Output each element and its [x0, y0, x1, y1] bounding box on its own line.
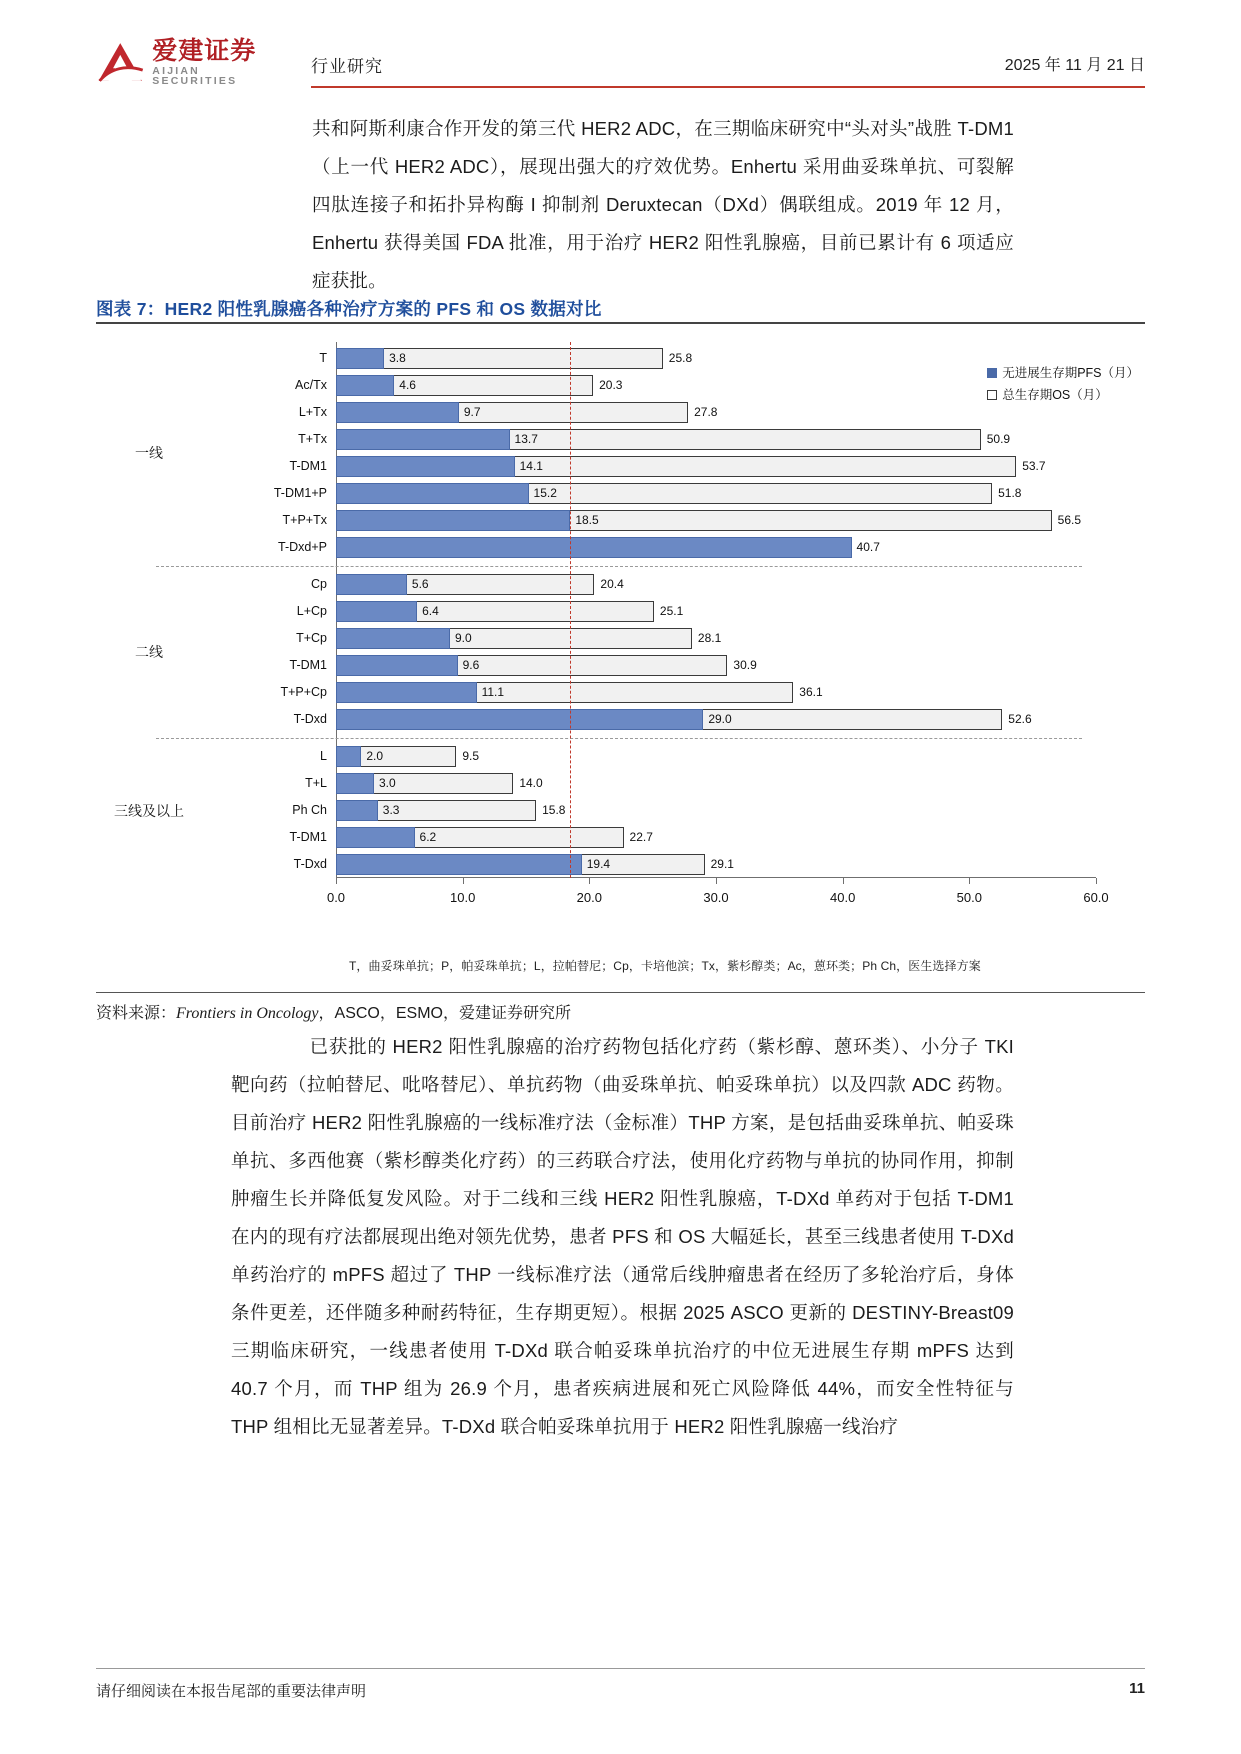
legend-label-os: 总生存期OS（月）: [1002, 388, 1108, 402]
bar-pfs-value: 9.7: [463, 405, 481, 419]
chart-x-tick-label: 20.0: [576, 890, 602, 905]
chart-group-label: 一线: [135, 445, 163, 461]
chart-row-label: T+P+Tx: [282, 513, 327, 527]
bar-os-value: 22.7: [629, 830, 653, 844]
chart-x-tick-label: 10.0: [450, 890, 476, 905]
chart-row: [296, 598, 1096, 625]
footer-page-number: 11: [1129, 1680, 1145, 1697]
chart-x-tick-label: 30.0: [703, 890, 729, 905]
chart-plot-area: [114, 342, 1109, 905]
bar-pfs-value: 9.0: [455, 631, 472, 645]
chart-row: [311, 571, 1096, 598]
chart-row-label: T+Cp: [296, 631, 327, 645]
page-header: [96, 30, 1145, 90]
source-rest: ，ASCO，ESMO，爱建证券研究所: [318, 1005, 571, 1022]
chart-row: [278, 534, 1096, 561]
chart-row: [289, 824, 1096, 851]
chart-row-label: L: [320, 749, 327, 763]
chart-row: [296, 625, 1096, 652]
logo-text-en: AIJIAN SECURITIES: [152, 64, 238, 87]
bar-os-value: 30.9: [733, 658, 757, 672]
bar-os-value: 29.1: [710, 857, 734, 871]
bar-os-value: 27.8: [694, 405, 718, 419]
bar-os-value: 25.8: [668, 351, 693, 365]
bar-pfs: [336, 827, 415, 848]
bar-pfs-value: 29.0: [708, 712, 732, 726]
footer-divider: [96, 1668, 1145, 1669]
bar-pfs-value: 14.1: [519, 459, 543, 473]
chart-row-label: T+Tx: [298, 432, 327, 446]
chart-x-tick-label: 60.0: [1083, 890, 1109, 905]
exhibit-title-divider: [96, 322, 1145, 324]
bar-pfs-value: 11.1: [481, 685, 505, 699]
chart-row: [289, 453, 1096, 480]
bar-pfs: [336, 510, 570, 531]
bar-os-value: 50.9: [986, 432, 1011, 446]
source-journal: Frontiers in Oncology: [176, 1005, 319, 1022]
chart-container: [96, 332, 1145, 982]
chart-row: [320, 743, 1096, 770]
chart-row: [298, 426, 1096, 453]
bar-pfs: [336, 537, 852, 558]
bar-os-value: 52.6: [1008, 712, 1032, 726]
bar-pfs: [336, 348, 384, 369]
chart-reference-line: [570, 342, 571, 878]
chart-row: [292, 797, 1096, 824]
chart-row-label: T+L: [305, 776, 327, 790]
chart-row: [305, 770, 1096, 797]
chart-x-tick: [1096, 878, 1097, 884]
header-divider: [311, 86, 1145, 88]
chart-source: [96, 1000, 1145, 1023]
chart-row-label: Cp: [311, 577, 327, 591]
bar-os-value: 28.1: [697, 631, 722, 645]
chart-x-tick-label: 40.0: [830, 890, 856, 905]
footer-disclaimer: 请仔细阅读在本报告尾部的重要法律声明: [96, 1683, 367, 1700]
bar-os-value: 56.5: [1057, 513, 1082, 527]
bar-os-value: 20.4: [600, 577, 624, 591]
intro-paragraph: 共和阿斯利康合作开发的第三代 HER2 ADC，在三期临床研究中“头对头”战胜 T-DM1（上一代 HER2 ADC），展现出强大的疗效优势。Enhertu 采用曲妥珠单抗、可裂解四肽连接子和拓扑异构酶 I 抑制剂 Deruxtecan（DXd）偶联组成。2019 年 12 月，Enhertu 获得美国 FDA 批准，用于治疗 HER2 阳性乳腺癌，目前已累计有 6 项适应症获批。: [312, 118, 1014, 291]
chart-x-tick: [336, 878, 337, 884]
chart-row-label: T+P+Cp: [280, 685, 327, 699]
bar-pfs: [336, 402, 459, 423]
bar-pfs-value: 19.4: [586, 857, 611, 871]
chart-x-tick-label: 50.0: [956, 890, 982, 905]
bar-pfs-value: 15.2: [533, 486, 557, 500]
header-section-label: 行业研究: [311, 57, 383, 76]
bar-pfs-value: 18.5: [575, 513, 599, 527]
chart-row-label: L+Cp: [296, 604, 327, 618]
bar-pfs-value: 9.6: [462, 658, 480, 672]
chart-row-label: T-Dxd: [293, 712, 327, 726]
chart-row-label: Ac/Tx: [295, 378, 327, 392]
chart-row-label: L+Tx: [298, 405, 327, 419]
chart-x-tick: [969, 878, 970, 884]
bar-pfs: [336, 854, 582, 875]
chart-row: [280, 679, 1096, 706]
bar-pfs: [336, 709, 703, 730]
aijian-logo-icon: [96, 38, 146, 86]
bar-pfs: [336, 375, 394, 396]
header-date: 2025 年 11 月 21 日: [1004, 57, 1145, 74]
chart-row-label: T-DM1: [289, 830, 327, 844]
bar-os-value: 51.8: [998, 486, 1022, 500]
bar-os-value: 53.7: [1022, 459, 1046, 473]
chart-x-tick: [843, 878, 844, 884]
source-prefix: 资料来源：: [96, 1005, 177, 1022]
bar-pfs: [336, 628, 450, 649]
bar-os-value: 20.3: [599, 378, 623, 392]
chart-row: [319, 345, 1096, 372]
chart-row: [282, 507, 1096, 534]
chart-row-label: Ph Ch: [292, 803, 327, 817]
company-logo: [96, 36, 276, 88]
chart-footnote: T，曲妥珠单抗；P，帕妥珠单抗；L，拉帕替尼；Cp，卡培他滨；Tx，紫杉醇类；Ac，蒽环类；Ph Ch，医生选择方案: [349, 959, 981, 973]
legend-label-pfs: 无进展生存期PFS（月）: [1002, 366, 1139, 380]
chart-row-label: T-DM1: [289, 658, 327, 672]
bar-pfs: [336, 456, 515, 477]
bar-pfs: [336, 773, 374, 794]
chart-row: [289, 652, 1096, 679]
bar-pfs-value: 3.8: [389, 351, 406, 365]
analysis-paragraph-text: 已获批的 HER2 阳性乳腺癌的治疗药物包括化疗药（紫杉醇、蒽环类）、小分子 TKI 靶向药（拉帕替尼、吡咯替尼）、单抗药物（曲妥珠单抗、帕妥珠单抗）以及四款 ADC 药物。目前治疗 HER2 阳性乳腺癌的一线标准疗法（金标准）THP 方案，是包括曲妥珠单抗、帕妥珠单抗、多西他赛（紫杉醇类化疗药）的三药联合疗法，使用化疗药物与单抗的协同作用，抑制肿瘤生长并降低复发风险。对于二线和三线 HER2 阳性乳腺癌，T-DXd 单药对于包括 T-DM1 在内的现有疗法都展现出绝对领先优势，患者 PFS 和 OS 大幅延长，甚至三线患者使用 T-DXd 单药治疗的 mPFS 超过了 THP 一线标准疗法（通常后线肿瘤患者在经历了多轮治疗后，身体条件更差，还伴随多种耐药特征，生存期更短）。根据 2025 ASCO 更新的 DESTINY-Breast09 三期临床研究，一线患者使用 T-DXd 联合帕妥珠单抗治疗的中位无进展生存期 mPFS 达到 40.7 个月，而 THP 组为 26.9 个月，患者疾病进展和死亡风险降低 44%，而安全性特征与 THP 组相比无显著差异。T-DXd 联合帕妥珠单抗用于 HER2 阳性乳腺癌一线治疗: [231, 1036, 1014, 1437]
bar-pfs-value: 13.7: [514, 432, 538, 446]
bar-pfs: [336, 601, 417, 622]
bar-pfs-value: 40.7: [856, 540, 880, 554]
chart-row-label: T-Dxd: [293, 857, 327, 871]
chart-group-separator: [156, 738, 1082, 739]
chart-x-tick: [716, 878, 717, 884]
bar-pfs-value: 5.6: [411, 577, 429, 591]
chart-row-label: T: [319, 351, 327, 365]
bar-pfs-value: 2.0: [366, 749, 384, 763]
bar-pfs-value: 3.0: [379, 776, 396, 790]
chart-row: [298, 399, 1096, 426]
chart-group-label: 三线及以上: [114, 802, 184, 819]
bar-pfs-value: 4.6: [399, 378, 416, 392]
bar-os-value: 14.0: [519, 776, 543, 790]
bar-pfs: [336, 655, 458, 676]
bar-pfs: [336, 429, 510, 450]
source-divider: [96, 992, 1145, 993]
bar-pfs-value: 6.2: [419, 830, 437, 844]
chart-x-tick-label: 0.0: [326, 890, 346, 905]
bar-os-value: 15.8: [542, 803, 566, 817]
chart-group-separator: [156, 566, 1082, 567]
bar-os-value: 9.5: [462, 749, 480, 763]
chart-row: [295, 372, 1096, 399]
chart-row: [273, 480, 1096, 507]
chart-row: [293, 851, 1096, 878]
bar-pfs: [336, 483, 529, 504]
chart-row-label: T-DM1+P: [273, 486, 327, 500]
bar-pfs: [336, 746, 361, 767]
chart-row: [293, 706, 1096, 733]
chart-row-label: T-Dxd+P: [278, 540, 327, 554]
bar-pfs: [336, 800, 378, 821]
bar-pfs: [336, 574, 407, 595]
bar-pfs: [336, 682, 477, 703]
chart-row-label: T-DM1: [289, 459, 327, 473]
bar-pfs-value: 3.3: [382, 803, 400, 817]
exhibit-title: 图表 7：HER2 阳性乳腺癌各种治疗方案的 PFS 和 OS 数据对比: [96, 299, 602, 319]
analysis-paragraph: [231, 1028, 1014, 1446]
chart-group-label: 二线: [135, 644, 163, 660]
logo-text-cn: 爱建证券: [152, 35, 257, 65]
chart-x-tick: [589, 878, 590, 884]
bar-os-value: 36.1: [799, 685, 823, 699]
bar-pfs-value: 6.4: [422, 604, 439, 618]
bar-os-value: 25.1: [659, 604, 684, 618]
chart-x-tick: [463, 878, 464, 884]
